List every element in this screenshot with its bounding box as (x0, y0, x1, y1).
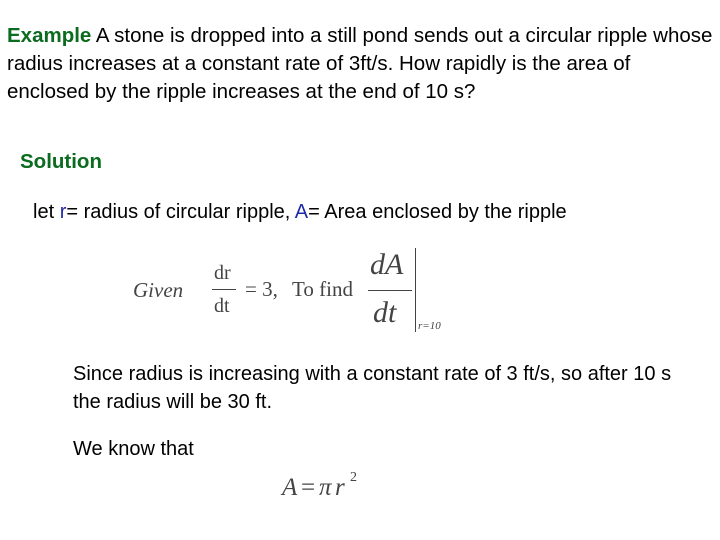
radius-symbol: r (335, 474, 345, 501)
equals-three: = 3, (245, 277, 278, 301)
example-label: Example (7, 24, 92, 47)
we-know-text: We know that (73, 438, 194, 460)
evaluation-bar (415, 248, 416, 332)
to-find-text: To find (292, 277, 353, 301)
a-definition: = Area enclosed by the ripple (308, 201, 567, 223)
r-variable: r (59, 201, 67, 223)
da-numerator: dA (370, 248, 404, 281)
dr-numerator: dr (214, 262, 231, 284)
let-word: let (33, 201, 60, 223)
r-definition: = radius of circular ripple, (66, 201, 295, 223)
problem-text: A stone is dropped into a still pond sends out a circular ripple whose radius increases at a constant rate of 3ft/s. How rapidly is the area of enclosed by the ripple increases at the end of 10 s? (7, 24, 713, 103)
dt-denominator-2: dt (373, 296, 397, 329)
evaluation-point: r=10 (418, 320, 441, 332)
since-paragraph: Since radius is increasing with a constant rate of 3 ft/s, so after 10 s the radius will be 30 ft. (73, 363, 672, 413)
equals-sign: = (301, 474, 316, 501)
dt-denominator: dt (214, 295, 230, 317)
problem-statement (7, 22, 713, 106)
variable-definitions (33, 198, 673, 226)
exponent-two: 2 (350, 470, 357, 485)
pi-symbol: π (319, 474, 332, 501)
solution-heading: Solution (20, 150, 102, 173)
area-lhs: A (282, 474, 298, 501)
given-word: Given (133, 278, 184, 302)
a-variable: A (294, 201, 309, 223)
fraction-bar-2 (368, 290, 412, 291)
fraction-bar (212, 289, 236, 290)
